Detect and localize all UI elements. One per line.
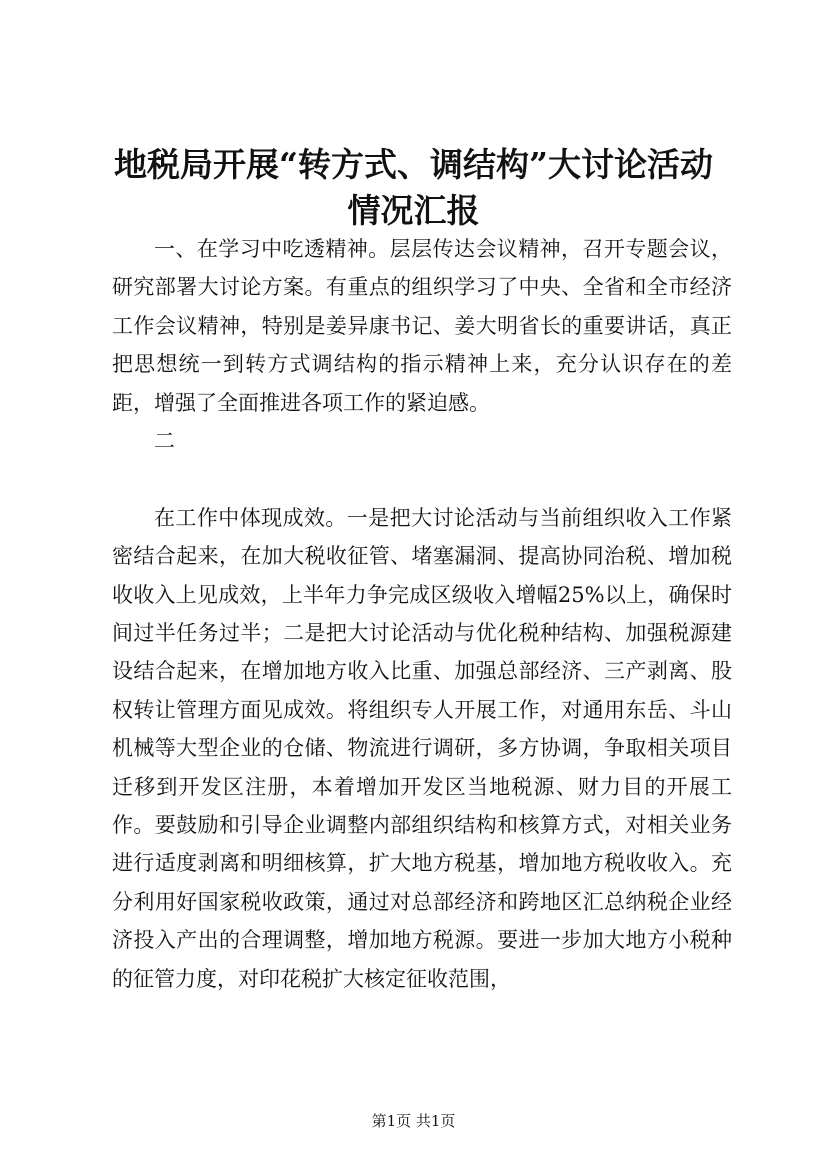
paragraph-study: 一、在学习中吃透精神。层层传达会议精神，召开专题会议，研究部署大讨论方案。有重点的组织学习了中央、全省和全市经济工作会议精神，特别是姜异康书记、姜大明省长的重要讲话，真正把思想统一到转方式调结构的指示精神上来，充分认识存在的差距，增强了全面推进各项工作的紧迫感。 bbox=[112, 237, 732, 415]
document-title: 地税局开展“转方式、调结构”大讨论活动情况汇报 bbox=[114, 145, 713, 230]
page-footer: 第1页 共1页 bbox=[371, 1112, 456, 1130]
paragraph-section-two-heading: 二 bbox=[154, 429, 175, 454]
document-body bbox=[112, 230, 732, 998]
paragraph-results: 在工作中体现成效。一是把大讨论活动与当前组织收入工作紧密结合起来，在加大税收征管、堵塞漏洞、提高协同治税、增加税收收入上见成效，上半年力争完成区级收入增幅25%以上，确保时间过半任务过半；二是把大讨论活动与优化税种结构、加强税源建设结合起来，在增加地方收入比重、加强总部经济、三产剥离、股权转让管理方面见成效。将组织专人开展工作，对通用东岳、斗山机械等大型企业的仓储、物流进行调研，多方协调，争取相关项目迁移到开发区注册，本着增加开发区当地税源、财力目的开展工作。要鼓励和引导企业调整内部组织结构和核算方式，对相关业务进行适度剥离和明细核算，扩大地方税基，增加地方税收收入。充分利用好国家税收政策，通过对总部经济和跨地区汇总纳税企业经济投入产出的合理调整，增加地方税源。要进一步加大地方小税种的征管力度，对印花税扩大核定征收范围， bbox=[112, 505, 732, 991]
